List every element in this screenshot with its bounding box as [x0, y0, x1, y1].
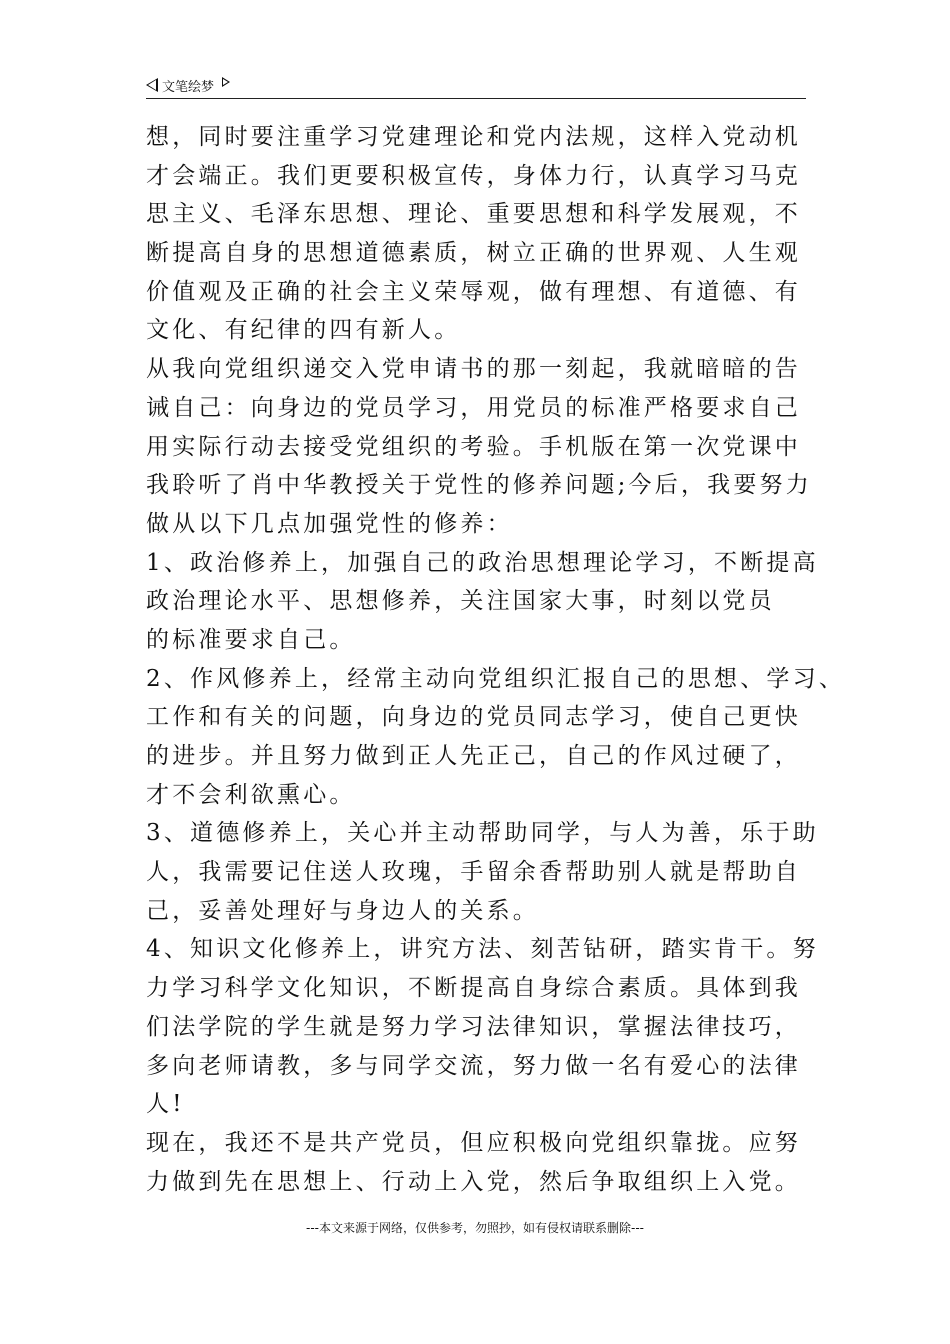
header-brand: 文笔绘梦: [162, 79, 215, 95]
body-line: 们法学院的学生就是努力学习法律知识，掌握法律技巧，: [146, 1013, 801, 1040]
body-line: 工作和有关的问题，向身边的党员同志学习，使自己更快: [146, 704, 801, 731]
body-line: 多向老师请教，多与同学交流，努力做一名有爱心的法律: [146, 1052, 801, 1079]
body-line: 力做到先在思想上、行动上入党，然后争取组织上入党。: [146, 1168, 801, 1195]
body-line: 1、政治修养上，加强自己的政治思想理论学习，不断提高: [146, 549, 819, 576]
header-brand-row: [146, 74, 806, 96]
body-line: 文化、有纪律的四有新人。: [146, 317, 461, 344]
page-footer: ---本文来源于网络，仅供参考，勿照抄，如有侵权请联系删除---: [306, 1221, 644, 1235]
body-line: 才会端正。我们更要积极宣传，身体力行，认真学习马克: [146, 162, 801, 189]
body-line: 4、知识文化修养上，讲究方法、刻苦钻研，踏实肯干。努: [146, 936, 819, 963]
document-body: [146, 118, 846, 1201]
triangle-left-icon: [146, 78, 158, 92]
body-line: 想，同时要注重学习党建理论和党内法规，这样入党动机: [146, 124, 801, 150]
triangle-right-icon: [222, 77, 230, 87]
page-header: [146, 74, 806, 99]
body-line: 3、道德修养上，关心并主动帮助同学，与人为善，乐于助: [146, 820, 819, 847]
body-line: 力学习科学文化知识，不断提高自身综合素质。具体到我: [146, 975, 801, 1002]
body-line: 的标准要求自己。: [146, 626, 356, 653]
body-line: 人，我需要记住送人玫瑰，手留余香帮助别人就是帮助自: [146, 859, 801, 886]
body-line: 现在，我还不是共产党员，但应积极向党组织靠拢。应努: [146, 1129, 801, 1156]
body-line: 人!: [146, 1091, 185, 1118]
body-line: 断提高自身的思想道德素质，树立正确的世界观、人生观: [146, 240, 801, 267]
body-line: 己，妥善处理好与身边人的关系。: [146, 897, 539, 924]
body-line: 我聆听了肖中华教授关于党性的修养问题;今后，我要努力: [146, 472, 812, 499]
body-line: 用实际行动去接受党组织的考验。手机版在第一次党课中: [146, 433, 801, 460]
body-line: 的进步。并且努力做到正人先正己，自己的作风过硬了，: [146, 743, 801, 769]
body-line: 价值观及正确的社会主义荣辱观，做有理想、有道德、有: [146, 278, 801, 305]
body-line: 政治理论水平、思想修养，关注国家大事，时刻以党员: [146, 588, 775, 615]
body-line: 2、作风修养上，经常主动向党组织汇报自己的思想、学习、: [146, 665, 846, 692]
body-line: 才不会利欲熏心。: [146, 781, 356, 808]
body-line: 做从以下几点加强党性的修养：: [146, 510, 513, 537]
body-line: 从我向党组织递交入党申请书的那一刻起，我就暗暗的告: [146, 356, 801, 383]
body-line: 思主义、毛泽东思想、理论、重要思想和科学发展观，不: [146, 201, 801, 228]
body-line: 诫自己：向身边的党员学习，用党员的标准严格要求自己: [146, 394, 801, 421]
